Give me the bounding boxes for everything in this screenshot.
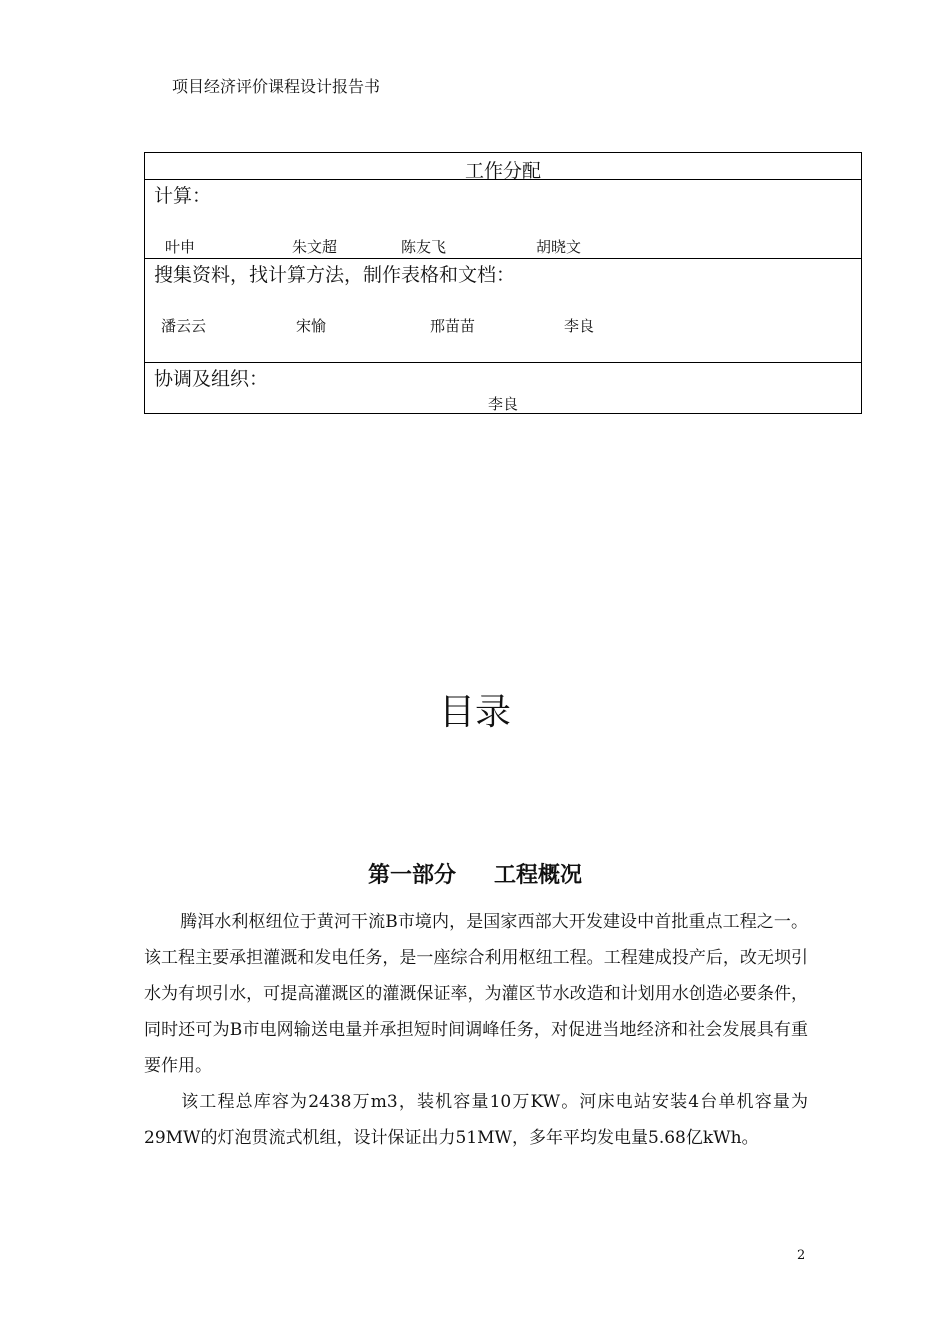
paragraph (144, 1084, 808, 1156)
member-name: 李良 (564, 317, 595, 335)
report-header: 项目经济评价课程设计报告书 (172, 77, 381, 96)
work-assignment-table (144, 152, 862, 414)
member-name: 朱文超 (292, 238, 338, 256)
section-heading: 计算： (154, 185, 212, 207)
member-name: 叶申 (165, 238, 196, 256)
section-heading: 搜集资料，找计算方法，制作表格和文档： (154, 264, 516, 286)
table-row-calculation (145, 179, 861, 259)
section-heading: 协调及组织： (154, 368, 269, 390)
member-name: 李良 (488, 395, 519, 413)
toc-title: 目录 (438, 692, 511, 733)
paragraph (144, 904, 808, 1084)
part-number: 第一部分 (367, 863, 456, 888)
table-title: 工作分配 (464, 160, 541, 182)
table-row-coordination (145, 362, 861, 413)
table-row-materials (145, 258, 861, 363)
part-heading (0, 858, 950, 889)
paragraph-text: 该工程总库容为2438万m3，装机容量10万KW。河床电站安装4台单机容量为29MW的灯泡贯流式机组，设计保证出力51MW，多年平均发电量5.68亿kWh。 (144, 1092, 808, 1148)
member-name: 胡晓文 (536, 238, 582, 256)
table-title-row (145, 153, 861, 180)
page-number: 2 (797, 1248, 806, 1263)
member-name: 邢苗苗 (430, 317, 476, 335)
paragraph-text: 腾洱水利枢纽位于黄河干流B市境内，是国家西部大开发建设中首批重点工程之一。该工程主要承担灌溉和发电任务，是一座综合利用枢纽工程。工程建成投产后，改无坝引水为有坝引水，可提高灌溉区的灌溉保证率，为灌区节水改造和计划用水创造必要条件，同时还可为B市电网输送电量并承担短时间调峰任务，对促进当地经济和社会发展具有重要作用。 (144, 912, 808, 1076)
member-name: 潘云云 (161, 317, 207, 335)
member-name: 陈友飞 (401, 238, 447, 256)
member-name: 宋愉 (296, 317, 327, 335)
part-title: 工程概况 (494, 863, 583, 888)
